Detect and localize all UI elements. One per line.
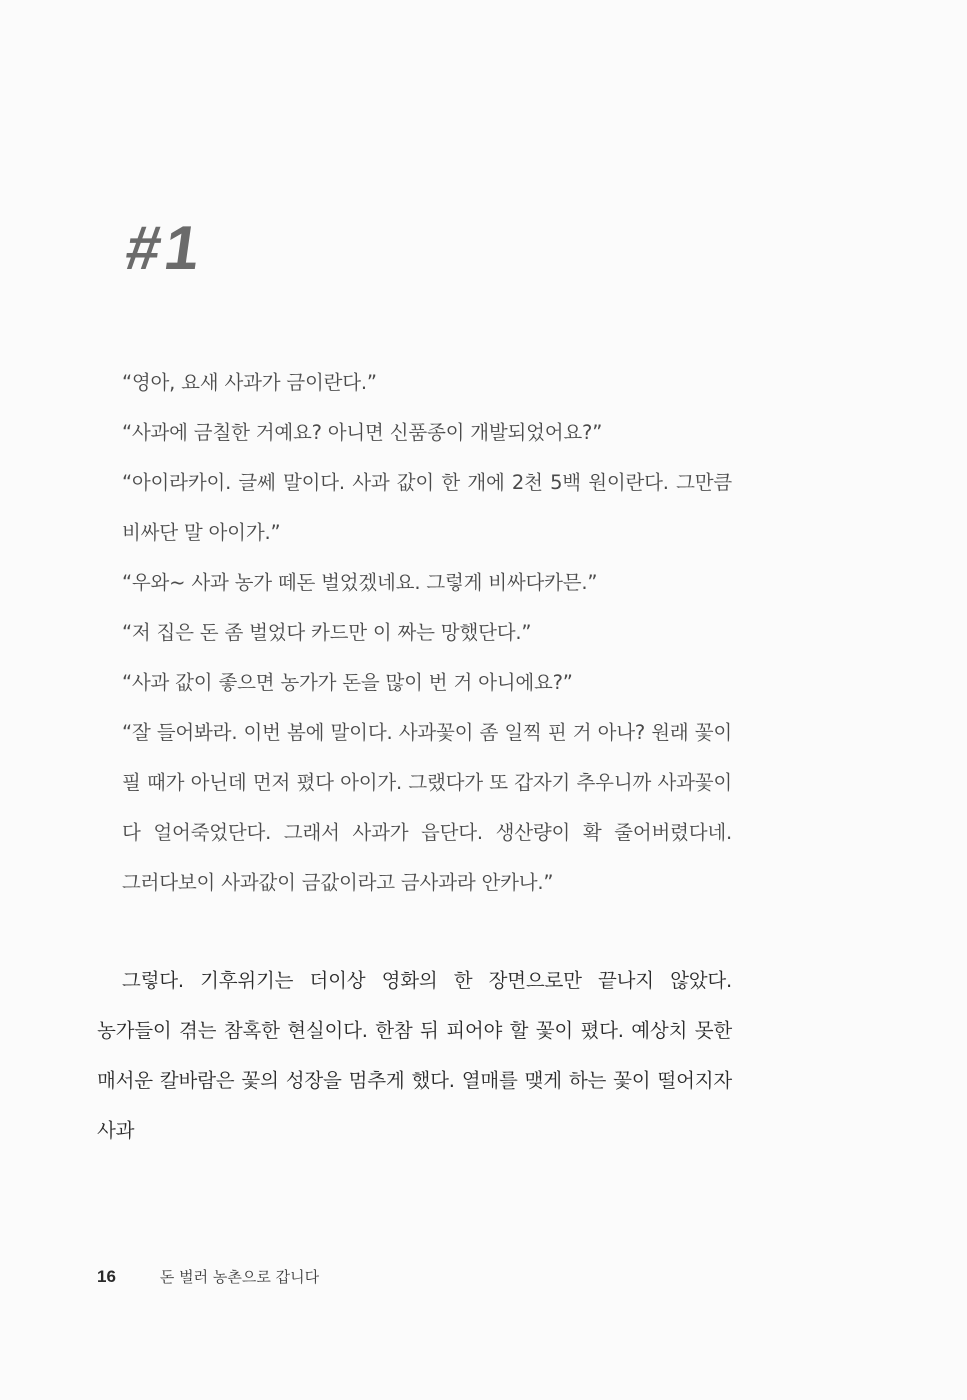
dialogue-line: “사과에 금칠한 거예요? 아니면 신품종이 개발되었어요?” (122, 421, 603, 444)
dialogue-line: “사과 값이 좋으면 농가가 돈을 많이 번 거 아니에요?” (122, 671, 573, 694)
narrative-paragraph: 그렇다. 기후위기는 더이상 영화의 한 장면으로만 끝나지 않았다. 농가들이 겪는 참혹한 현실이다. 한참 뒤 피어야 할 꽃이 폈다. 예상치 못한 매서운 칼바람은 꽃의 성장을 멈추게 했다. 열매를 맺게 하는 꽃이 떨어지자 사과 (97, 969, 732, 1142)
dialogue-line: “아이라카이. 글쎄 말이다. 사과 값이 한 개에 2천 5백 원이란다. 그만큼 비싸단 말 아이가.” (122, 471, 732, 544)
dialogue-line: “저 집은 돈 좀 벌었다 카드만 이 짜는 망했단다.” (122, 621, 532, 644)
dialogue-line: “잘 들어봐라. 이번 봄에 말이다. 사과꽃이 좀 일찍 핀 거 아나? 원래 꽃이 필 때가 아닌데 먼저 폈다 아이가. 그랬다가 또 갑자기 추우니까 사과꽃이 다 얼어죽었단다. 그래서 사과가 읍단다. 생산량이 확 줄어버렸다네. 그러다보이 사과값이 금값이라고 금사과라 안카나.” (122, 721, 732, 894)
dialogue-line: “영아, 요새 사과가 금이란다.” (122, 371, 377, 394)
chapter-heading: #1 (121, 214, 209, 283)
dialogue-line: “우와~ 사과 농가 떼돈 벌었겠네요. 그렇게 비싸다카믄.” (122, 571, 598, 594)
dialogue-block (122, 358, 732, 908)
book-title: 돈 벌러 농촌으로 갑니다 (159, 1268, 320, 1286)
page-footer (97, 1266, 319, 1287)
page-number: 16 (97, 1267, 116, 1286)
